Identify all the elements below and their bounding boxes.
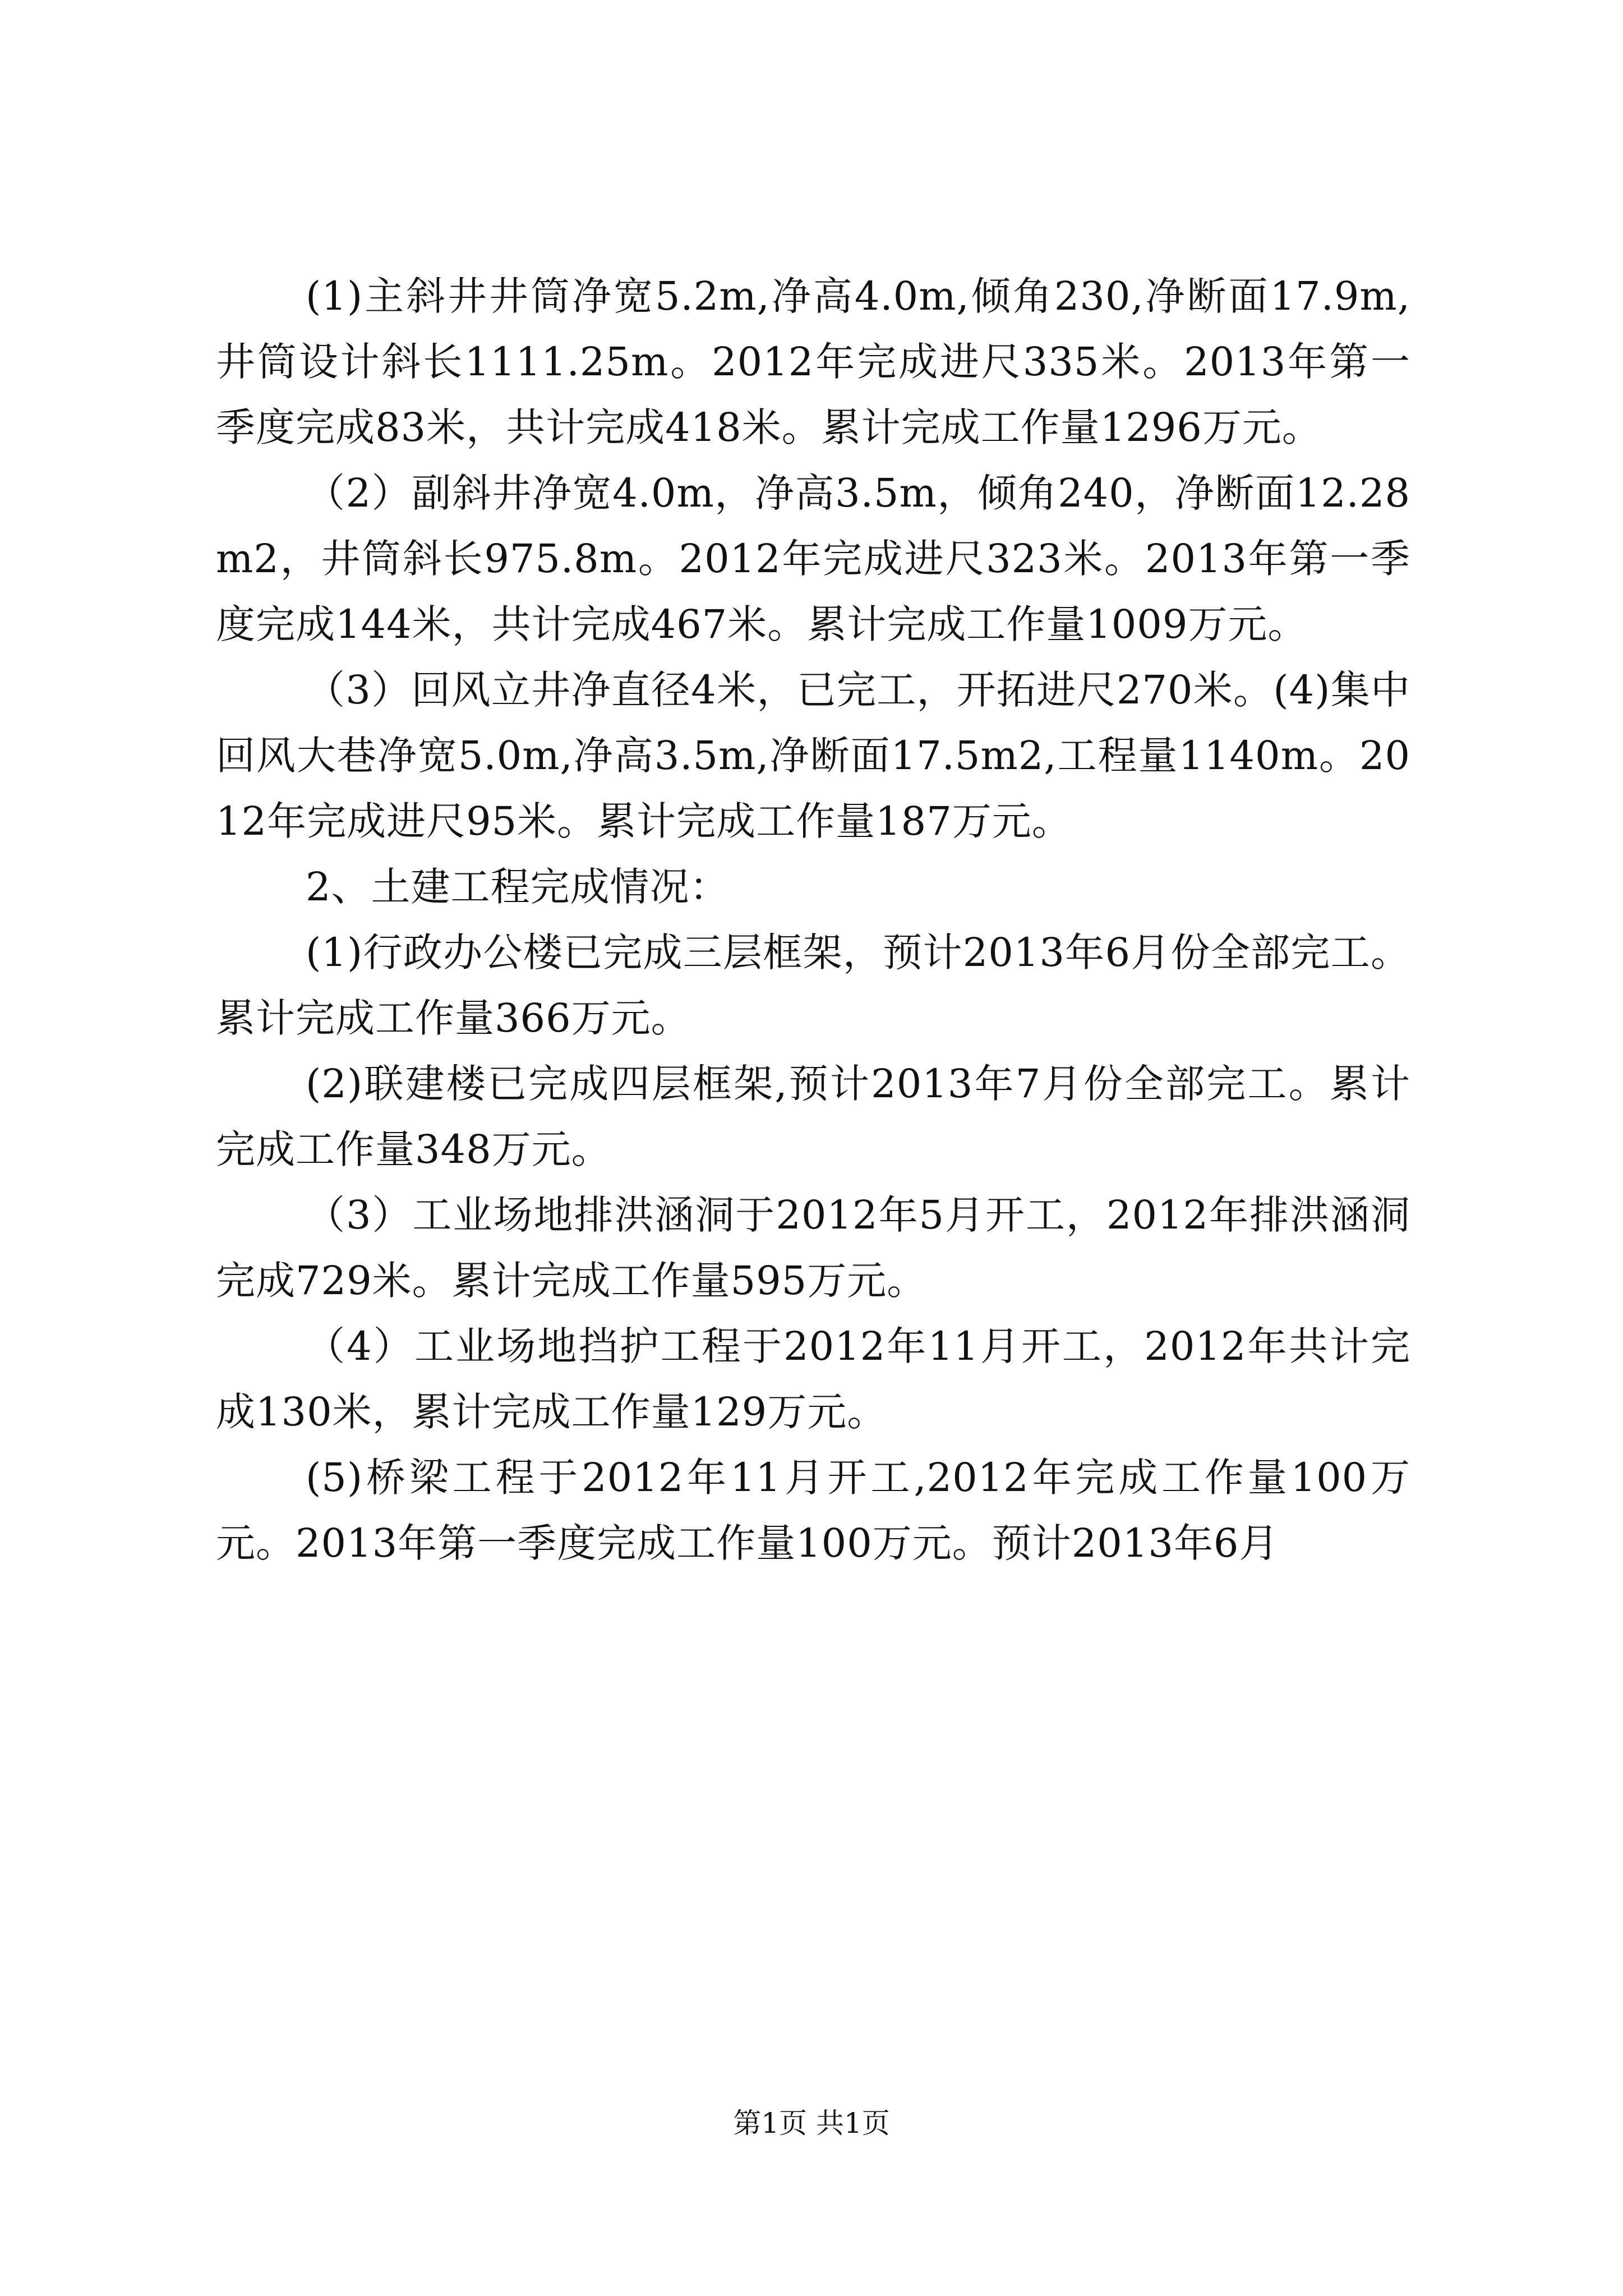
paragraph-retaining-works: （4）工业场地挡护工程于2012年11月开工，2012年共计完成130米，累计完成工作量129万元。 [216, 1323, 1410, 1435]
paragraph-auxiliary-incline-shaft: （2）副斜井净宽4.0m，净高3.5m，倾角240，净断面12.28m2，井筒斜长975.8m。2012年完成进尺323米。2013年第一季度完成144米，共计完成467米。累计完成工作量1009万元。 [216, 470, 1410, 647]
section-heading-civil-works: 2、土建工程完成情况： [306, 864, 730, 910]
paragraph-flood-culvert: （3）工业场地排洪涵洞于2012年5月开工，2012年排洪涵洞完成729米。累计完成工作量595万元。 [216, 1192, 1410, 1304]
paragraph-return-air-shaft: （3）回风立井净直径4米，已完工，开拓进尺270米。(4)集中回风大巷净宽5.0m,净高3.5m,净断面17.5m2,工程量1140m。2012年完成进尺95米。累计完成工作量187万元。 [216, 667, 1410, 844]
paragraph-joint-building: (2)联建楼已完成四层框架,预计2013年7月份全部完工。累计完成工作量348万元。 [216, 1061, 1410, 1172]
paragraph-main-incline-shaft: (1)主斜井井筒净宽5.2m,净高4.0m,倾角230,净断面17.9m,井筒设计斜长1111.25m。2012年完成进尺335米。2013年第一季度完成83米，共计完成418米。累计完成工作量1296万元。 [216, 273, 1410, 450]
paragraph-bridge-works: (5)桥梁工程于2012年11月开工,2012年完成工作量100万元。2013年第一季度完成工作量100万元。预计2013年6月 [216, 1455, 1411, 1566]
page-footer: 第1页 共1页 [733, 2107, 890, 2139]
paragraph-office-building: (1)行政办公楼已完成三层框架，预计2013年6月份全部完工。累计完成工作量366万元。 [216, 930, 1410, 1041]
document-body [216, 264, 1410, 1576]
